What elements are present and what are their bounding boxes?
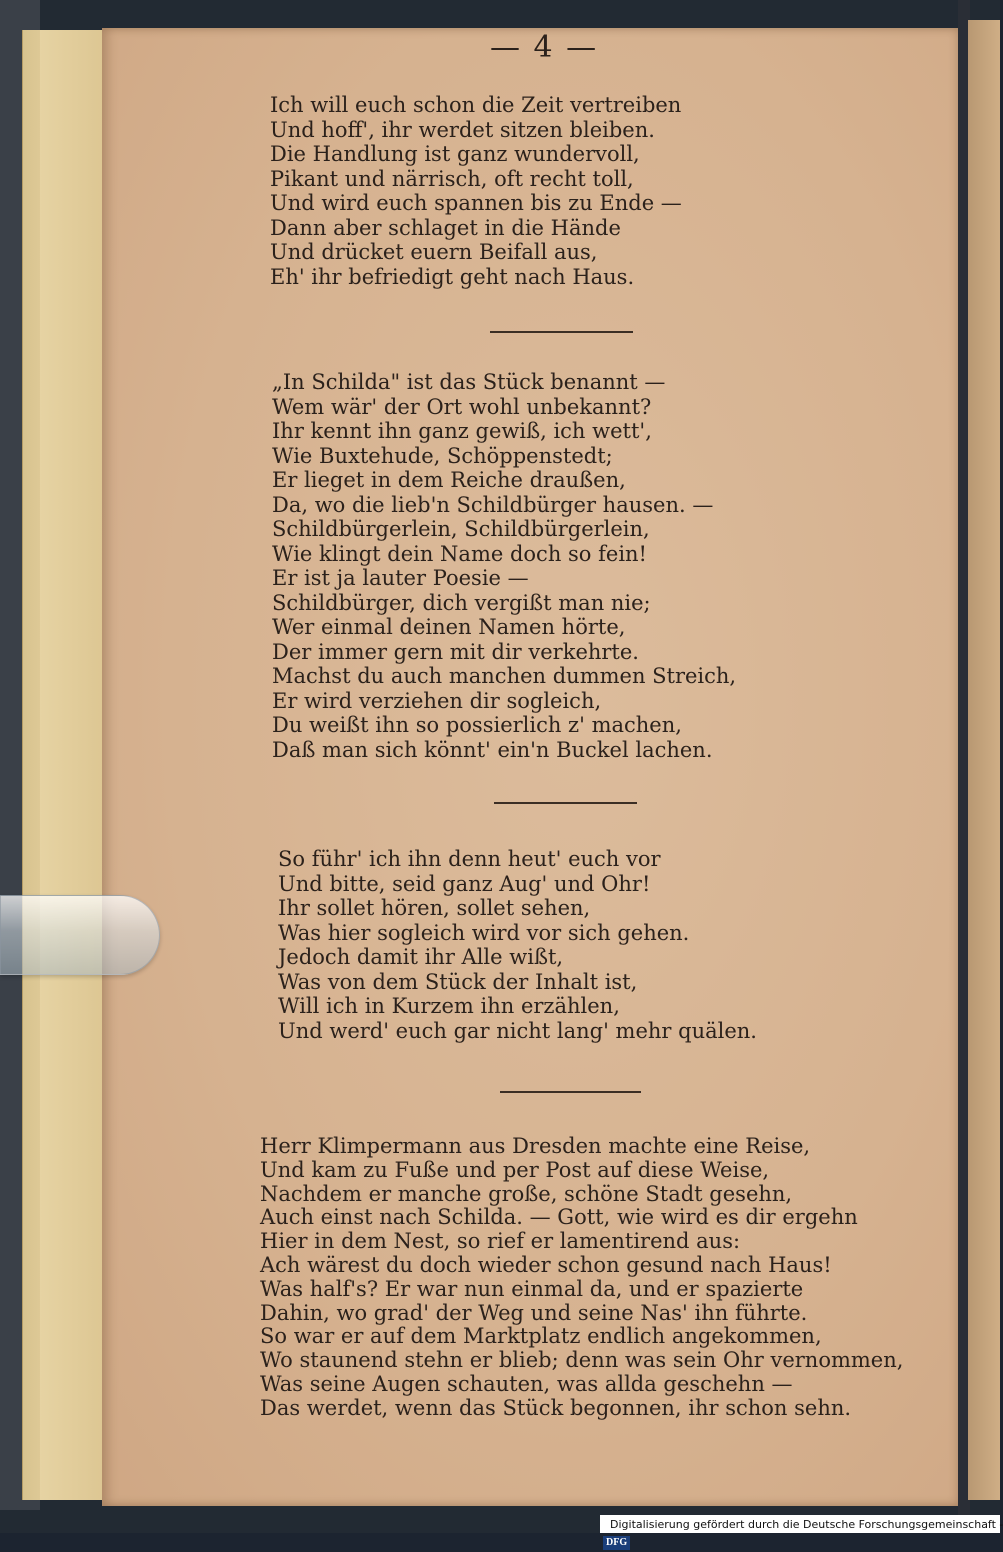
verse-line: Wem wär' der Ort wohl unbekannt? — [272, 394, 652, 419]
verse-line: Was seine Augen schauten, was allda geschehn — — [260, 1371, 793, 1396]
verse-line: Herr Klimpermann aus Dresden machte eine Reise, — [260, 1134, 811, 1158]
verse-line: Was hier sogleich wird vor sich gehen. — [278, 920, 690, 945]
verse-line: So führ' ich ihn denn heut' euch vor — [278, 847, 661, 871]
verse-line: Auch einst nach Schilda. — Gott, wie wird es dir ergehn — [260, 1205, 858, 1230]
next-page-edge — [968, 20, 1000, 1500]
digitization-footer — [600, 1515, 1003, 1549]
verse-line: Daß man sich könnt' ein'n Buckel lachen. — [272, 737, 713, 762]
verse-line: Schildbürgerlein, Schildbürgerlein, — [272, 517, 650, 541]
verse-line: Er ist ja lauter Poesie — — [272, 566, 529, 590]
verse-line: Will ich in Kurzem ihn erzählen, — [278, 994, 620, 1018]
verse-line: Hier in dem Nest, so rief er lamentirend aus: — [260, 1229, 741, 1254]
verse-line: Und drücket euern Beifall aus, — [270, 240, 598, 264]
verse-line: Der immer gern mit dir verkehrte. — [272, 639, 639, 664]
section-divider — [500, 1091, 641, 1093]
verse-line: Und kam zu Fuße und per Post auf diese Weise, — [260, 1157, 770, 1182]
dfg-logo[interactable]: DFG — [603, 1536, 630, 1550]
verse-line: Du weißt ihn so possierlich z' machen, — [272, 713, 682, 737]
verse-line: Ach wärest du doch wieder schon gesund nach Haus! — [260, 1252, 832, 1277]
verse-line: So war er auf dem Marktplatz endlich angekommen, — [260, 1324, 822, 1349]
verse-line: Was von dem Stück der Inhalt ist, — [278, 969, 638, 994]
verse-line: Schildbürger, dich vergißt man nie; — [272, 590, 651, 615]
page-number: — 4 — — [490, 30, 599, 65]
section-divider — [494, 802, 637, 804]
verse-line: Wer einmal deinen Namen hörte, — [272, 615, 626, 639]
verse-line: Und bitte, seid ganz Aug' und Ohr! — [278, 871, 651, 896]
stanza-3 — [278, 847, 757, 1043]
section-divider — [490, 331, 633, 333]
verse-line: Pikant und närrisch, oft recht toll, — [270, 166, 634, 191]
cover-edge-inner — [40, 30, 110, 1500]
stanza-1 — [270, 93, 682, 289]
verse-line: Wie Buxtehude, Schöppenstedt; — [272, 443, 613, 468]
verse-line: Ich will euch schon die Zeit vertreiben — [270, 93, 682, 117]
verse-line: Er lieget in dem Reiche draußen, — [272, 468, 626, 492]
footer-credit: Digitalisierung gefördert durch die Deutsche Forschungsgemeinschaft - — [610, 1518, 1003, 1531]
verse-line: Machst du auch manchen dummen Streich, — [272, 664, 737, 688]
verse-line: Ihr sollet hören, sollet sehen, — [278, 896, 591, 920]
verse-line: Wie klingt dein Name doch so fein! — [272, 541, 647, 566]
verse-line: Nachdem er manche große, schöne Stadt gesehn, — [260, 1181, 793, 1206]
verse-line: Ihr kennt ihn ganz gewiß, ich wett', — [272, 419, 652, 443]
verse-line: „In Schilda" ist das Stück benannt — — [272, 370, 666, 394]
verse-line: Und werd' euch gar nicht lang' mehr quälen. — [278, 1018, 757, 1043]
verse-line: Dann aber schlaget in die Hände — [270, 215, 621, 240]
verse-line: Eh' ihr befriedigt geht nach Haus. — [270, 264, 635, 289]
verse-line: Da, wo die lieb'n Schildbürger hausen. — — [272, 492, 714, 517]
stanza-4 — [260, 1135, 903, 1421]
page-holder-clip — [0, 895, 160, 975]
verse-line: Jedoch damit ihr Alle wißt, — [278, 945, 564, 969]
verse-line: Und hoff', ihr werdet sitzen bleiben. — [270, 117, 655, 142]
verse-line: Wo staunend stehn er blieb; denn was sein Ohr vernommen, — [260, 1348, 904, 1373]
verse-line: Und wird euch spannen bis zu Ende — — [270, 191, 682, 215]
verse-line: Die Handlung ist ganz wundervoll, — [270, 142, 640, 166]
verse-line: Was half's? Er war nun einmal da, und er spazierte — [260, 1276, 804, 1301]
verse-line: Er wird verziehen dir sogleich, — [272, 688, 602, 713]
verse-line: Das werdet, wenn das Stück begonnen, ihr schon sehn. — [260, 1395, 852, 1420]
verse-line: Dahin, wo grad' der Weg und seine Nas' ihn führte. — [260, 1300, 808, 1325]
stanza-2 — [272, 370, 736, 762]
